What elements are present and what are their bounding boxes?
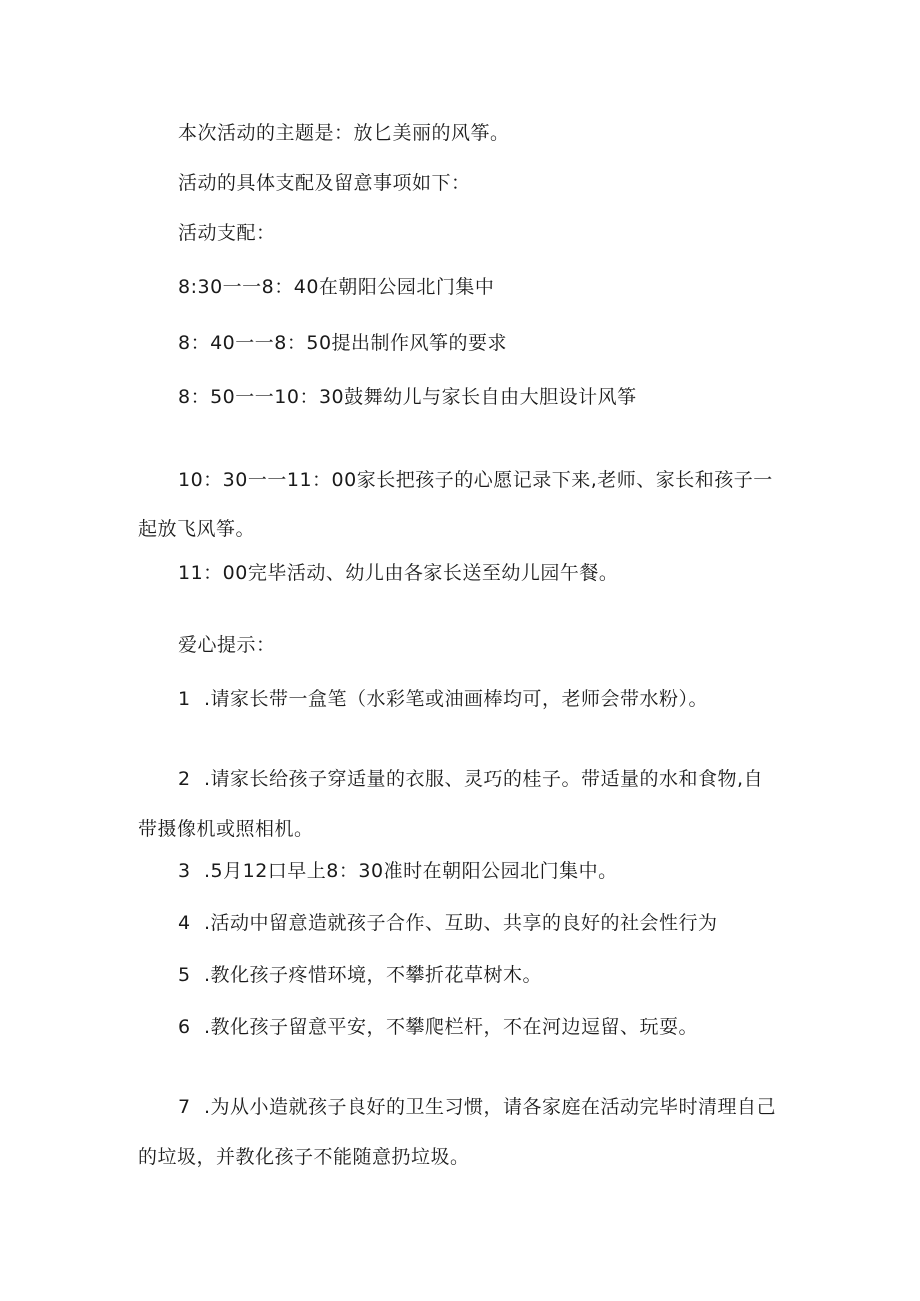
schedule-item: 8：40一一8：50提出制作风筝的要求 — [178, 332, 508, 354]
arrangement-intro: 活动的具体支配及留意事项如下： — [178, 172, 471, 194]
tip-number: 7 — [178, 1096, 191, 1118]
tip-item — [178, 910, 718, 936]
tip-number: 5 — [178, 964, 191, 986]
tip-text: .请家长带一盒笔（水彩笔或油画棒均可，老师会带水粉）。 — [204, 688, 709, 710]
schedule-item — [138, 456, 778, 554]
schedule-item: 8：50一一10：30鼓舞幼儿与家长自由大胆设计风筝 — [178, 386, 637, 408]
schedule-item: 8:30一一8：40在朝阳公园北门集中 — [178, 276, 495, 298]
schedule-item-text: 10：30一一11：00家长把孩子的心愿记录下来,老师、家长和孩子一起放飞风筝。 — [138, 469, 773, 540]
tip-item — [138, 754, 778, 854]
tip-number: 4 — [178, 912, 191, 934]
tip-item — [138, 1082, 778, 1182]
tip-text: .教化孩子留意平安，不攀爬栏杆，不在河边逗留、玩耍。 — [204, 1016, 699, 1038]
tip-text: .请家长给孩子穿适量的衣服、灵巧的桂子。带适量的水和食物,自带摄像机或照相机。 — [138, 768, 764, 840]
schedule-heading: 活动支配： — [178, 222, 276, 244]
tip-number: 3 — [178, 860, 191, 882]
tip-text: .教化孩子疼惜环境，不攀折花草树木。 — [204, 964, 543, 986]
tip-text: .5月12口早上8：30准时在朝阳公园北门集中。 — [204, 860, 618, 882]
tips-heading: 爱心提示： — [178, 634, 276, 656]
tip-text: .活动中留意造就孩子合作、互助、共享的良好的社会性行为 — [204, 912, 718, 934]
tip-item — [178, 962, 542, 988]
tip-item — [178, 686, 708, 712]
theme-line: 本次活动的主题是：放匕美丽的风筝。 — [178, 122, 510, 144]
schedule-item: 11：00完毕活动、幼儿由各家长送至幼儿园午餐。 — [178, 562, 619, 584]
tip-number: 1 — [178, 688, 191, 710]
tip-item — [178, 1014, 698, 1040]
tip-item — [178, 858, 618, 884]
tip-number: 2 — [178, 768, 191, 790]
tip-number: 6 — [178, 1016, 191, 1038]
tip-text: .为从小造就孩子良好的卫生习惯，请各家庭在活动完毕时清理自己的垃圾，并教化孩子不能随意扔垃圾。 — [138, 1096, 777, 1168]
